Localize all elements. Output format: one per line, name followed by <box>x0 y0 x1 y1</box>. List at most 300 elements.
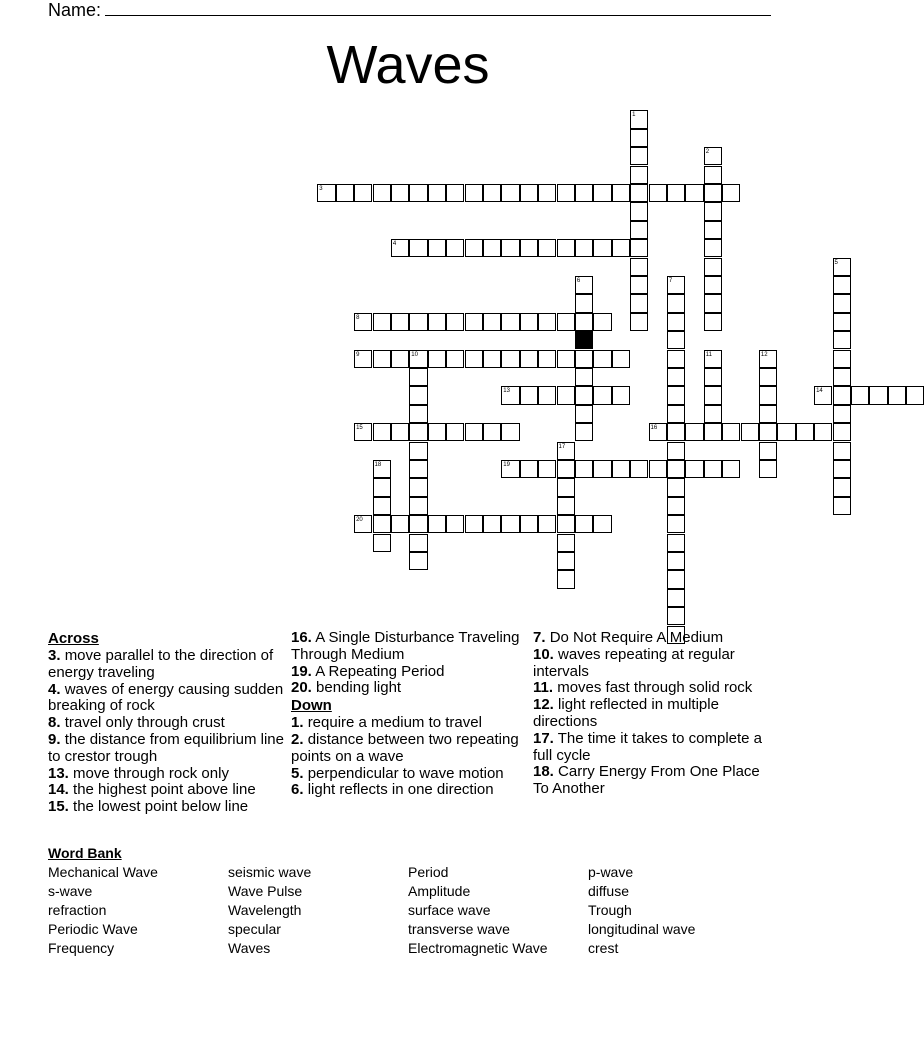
grid-cell[interactable] <box>483 184 501 202</box>
grid-cell[interactable] <box>520 184 538 202</box>
grid-cell[interactable] <box>557 239 575 257</box>
clue-item-number: 1. <box>291 714 304 732</box>
grid-cell[interactable] <box>888 386 906 404</box>
clue-item-text: Do Not Require A Medium <box>549 629 724 646</box>
grid-cell[interactable] <box>667 350 685 368</box>
grid-cell[interactable] <box>667 607 685 625</box>
grid-cell[interactable] <box>704 423 722 441</box>
grid-cell[interactable] <box>667 552 685 570</box>
grid-cell[interactable] <box>575 184 593 202</box>
clue-item-number: 2. <box>291 730 304 748</box>
grid-cell[interactable] <box>667 386 685 404</box>
grid-cell[interactable] <box>391 313 409 331</box>
grid-cell[interactable] <box>336 184 354 202</box>
grid-cell[interactable] <box>575 460 593 478</box>
clue-number: 4 <box>392 241 397 248</box>
grid-cell[interactable] <box>409 497 427 515</box>
word-bank-item: Amplitude <box>408 883 471 899</box>
grid-cell[interactable] <box>409 239 427 257</box>
grid-cell[interactable] <box>538 350 556 368</box>
grid-cell[interactable] <box>575 313 593 331</box>
grid-cell[interactable] <box>833 276 851 294</box>
grid-cell[interactable] <box>557 184 575 202</box>
grid-cell[interactable] <box>557 515 575 533</box>
clue-number: 7 <box>668 277 673 284</box>
word-bank-item: Wavelength <box>228 902 302 918</box>
grid-cell[interactable] <box>538 460 556 478</box>
clue-item-number: 12. <box>533 696 554 714</box>
grid-cell[interactable] <box>704 313 722 331</box>
grid-cell[interactable] <box>630 313 648 331</box>
word-bank-item: refraction <box>48 902 107 918</box>
grid-cell[interactable] <box>575 386 593 404</box>
clue-item <box>48 648 288 682</box>
grid-cell[interactable] <box>869 386 887 404</box>
name-label: Name: <box>48 0 102 20</box>
grid-cell[interactable] <box>373 515 391 533</box>
grid-cell[interactable] <box>667 368 685 386</box>
clue-item <box>533 764 773 798</box>
grid-cell[interactable] <box>391 184 409 202</box>
clue-item <box>291 782 523 799</box>
grid-cell[interactable] <box>465 423 483 441</box>
grid-cell[interactable] <box>667 515 685 533</box>
grid-cell[interactable] <box>667 442 685 460</box>
black-cell <box>575 331 593 349</box>
grid-cell[interactable] <box>373 184 391 202</box>
grid-cell[interactable] <box>373 313 391 331</box>
grid-cell[interactable] <box>667 478 685 496</box>
grid-cell[interactable] <box>520 386 538 404</box>
grid-cell[interactable] <box>538 313 556 331</box>
word-bank-item: crest <box>588 940 619 956</box>
clue-item-number: 8. <box>48 714 61 732</box>
grid-cell[interactable] <box>685 423 703 441</box>
clue-number: 1 <box>632 112 636 119</box>
grid-cell[interactable] <box>354 184 372 202</box>
grid-cell[interactable] <box>465 313 483 331</box>
grid-cell[interactable] <box>409 460 427 478</box>
grid-cell[interactable] <box>557 478 575 496</box>
clue-item-text: moves fast through solid rock <box>557 679 753 697</box>
grid-cell[interactable] <box>373 478 391 496</box>
grid-cell[interactable] <box>704 276 722 294</box>
clues-column-3 <box>533 630 773 798</box>
grid-cell[interactable] <box>593 313 611 331</box>
down-clues-list <box>291 715 523 799</box>
clues-column-2 <box>291 630 523 799</box>
grid-cell[interactable] <box>833 478 851 496</box>
grid-cell[interactable] <box>557 386 575 404</box>
grid-cell[interactable] <box>777 423 795 441</box>
grid-cell[interactable] <box>649 460 667 478</box>
grid-cell[interactable] <box>373 534 391 552</box>
grid-cell[interactable] <box>593 184 611 202</box>
clue-number: 5 <box>834 259 838 266</box>
clue-item-text: waves repeating at regular intervals <box>533 645 735 680</box>
grid-cell[interactable] <box>575 423 593 441</box>
grid-cell[interactable] <box>501 313 519 331</box>
clue-number: 17 <box>558 443 566 450</box>
clue-item-text: require a medium to travel <box>307 714 482 732</box>
clue-item <box>291 732 523 766</box>
down-clues-list-cont <box>533 630 773 798</box>
grid-cell[interactable] <box>575 239 593 257</box>
clue-item <box>291 766 523 783</box>
grid-cell[interactable] <box>557 313 575 331</box>
grid-cell[interactable] <box>428 184 446 202</box>
clue-number: 10 <box>411 351 418 358</box>
grid-cell[interactable] <box>630 184 648 202</box>
grid-cell[interactable] <box>593 386 611 404</box>
word-bank-item: Waves <box>228 940 271 956</box>
clue-number: 18 <box>374 461 382 468</box>
grid-cell[interactable] <box>612 460 630 478</box>
clue-item-number: 19. <box>291 662 312 680</box>
grid-cell[interactable] <box>373 350 391 368</box>
clue-item <box>291 630 523 664</box>
grid-cell[interactable] <box>538 386 556 404</box>
across-clues-list-cont <box>291 630 523 697</box>
grid-cell[interactable] <box>409 515 427 533</box>
grid-cell[interactable] <box>501 515 519 533</box>
clue-item-number: 18. <box>533 763 554 781</box>
grid-cell[interactable] <box>759 423 777 441</box>
grid-cell[interactable] <box>612 386 630 404</box>
grid-cell[interactable] <box>557 460 575 478</box>
grid-cell[interactable] <box>667 589 685 607</box>
grid-cell[interactable] <box>557 497 575 515</box>
grid-cell[interactable] <box>575 350 593 368</box>
grid-cell[interactable] <box>630 147 648 165</box>
grid-cell[interactable] <box>630 276 648 294</box>
grid-cell[interactable] <box>465 350 483 368</box>
grid-cell[interactable] <box>667 460 685 478</box>
grid-cell[interactable] <box>704 202 722 220</box>
grid-cell[interactable] <box>759 442 777 460</box>
clue-item-number: 10. <box>533 645 554 663</box>
grid-cell[interactable] <box>465 184 483 202</box>
word-bank-item: Wave Pulse <box>228 883 303 899</box>
grid-cell[interactable] <box>538 184 556 202</box>
clue-item <box>533 647 773 681</box>
grid-cell[interactable] <box>593 460 611 478</box>
clue-item <box>533 630 773 647</box>
clue-item <box>48 715 288 732</box>
grid-cell[interactable] <box>520 313 538 331</box>
clue-number: 2 <box>705 149 710 156</box>
grid-cell[interactable] <box>630 221 648 239</box>
grid-cell[interactable] <box>520 350 538 368</box>
grid-cell[interactable] <box>759 386 777 404</box>
grid-cell[interactable] <box>833 350 851 368</box>
clue-item-number: 15. <box>48 798 69 816</box>
grid-cell[interactable] <box>520 239 538 257</box>
grid-cell[interactable] <box>446 515 464 533</box>
word-bank-item: Mechanical Wave <box>48 864 158 880</box>
clue-number: 3 <box>319 185 323 192</box>
grid-cell[interactable] <box>409 478 427 496</box>
clue-item-text: move parallel to the direction of energy traveling <box>48 647 274 681</box>
word-bank-item: seismic wave <box>228 864 312 880</box>
clue-item-text: travel only through crust <box>64 714 225 732</box>
grid-cell[interactable] <box>704 221 722 239</box>
grid-cell[interactable] <box>630 460 648 478</box>
grid-cell[interactable] <box>667 497 685 515</box>
grid-cell[interactable] <box>630 166 648 184</box>
grid-cell[interactable] <box>557 350 575 368</box>
clue-number: 8 <box>356 314 360 321</box>
grid-cell[interactable] <box>446 184 464 202</box>
grid-cell[interactable] <box>667 570 685 588</box>
grid-cell[interactable] <box>465 515 483 533</box>
grid-cell[interactable] <box>446 313 464 331</box>
grid-cell[interactable] <box>428 313 446 331</box>
grid-cell[interactable] <box>409 386 427 404</box>
grid-cell[interactable] <box>557 552 575 570</box>
grid-cell[interactable] <box>409 313 427 331</box>
clue-number: 13 <box>503 388 510 395</box>
grid-cell[interactable] <box>704 258 722 276</box>
grid-cell[interactable] <box>593 515 611 533</box>
word-bank-title: Word Bank <box>48 845 122 861</box>
clue-item-number: 4. <box>48 680 61 698</box>
grid-cell[interactable] <box>409 552 427 570</box>
grid-cell[interactable] <box>833 460 851 478</box>
grid-cell[interactable] <box>722 184 740 202</box>
grid-cell[interactable] <box>409 405 427 423</box>
grid-cell[interactable] <box>391 350 409 368</box>
clue-item <box>48 782 288 799</box>
clue-item <box>533 731 773 765</box>
clue-item-number: 11. <box>533 679 554 697</box>
grid-cell[interactable] <box>851 386 869 404</box>
grid-cell[interactable] <box>649 184 667 202</box>
grid-cell[interactable] <box>557 534 575 552</box>
word-bank-item: Frequency <box>48 940 115 956</box>
grid-cell[interactable] <box>704 239 722 257</box>
grid-cell[interactable] <box>501 423 519 441</box>
grid-cell[interactable] <box>612 350 630 368</box>
grid-cell[interactable] <box>704 166 722 184</box>
clue-number: 16 <box>650 425 658 432</box>
grid-cell[interactable] <box>630 129 648 147</box>
grid-cell[interactable] <box>704 405 722 423</box>
grid-cell[interactable] <box>373 497 391 515</box>
grid-cell[interactable] <box>833 423 851 441</box>
grid-cell[interactable] <box>446 350 464 368</box>
grid-cell[interactable] <box>833 331 851 349</box>
grid-cell[interactable] <box>667 405 685 423</box>
grid-cell[interactable] <box>612 184 630 202</box>
clues-column-1 <box>48 630 288 816</box>
clue-item <box>533 680 773 697</box>
clue-item-number: 5. <box>291 764 304 782</box>
grid-cell[interactable] <box>483 239 501 257</box>
clue-number: 15 <box>356 425 363 432</box>
word-bank-item: transverse wave <box>408 921 510 937</box>
grid-cell[interactable] <box>483 313 501 331</box>
grid-cell[interactable] <box>465 239 483 257</box>
grid-cell[interactable] <box>667 294 685 312</box>
grid-cell[interactable] <box>704 460 722 478</box>
clue-item <box>48 732 288 766</box>
clue-item-text: A Single Disturbance Traveling Through Medium <box>291 629 520 663</box>
clue-item-text: A Repeating Period <box>315 662 445 680</box>
grid-cell[interactable] <box>833 405 851 423</box>
grid-cell[interactable] <box>575 405 593 423</box>
grid-cell[interactable] <box>759 405 777 423</box>
clue-item-text: bending light <box>316 679 402 697</box>
grid-cell[interactable] <box>630 239 648 257</box>
clue-item <box>291 680 523 697</box>
clue-item-text: distance between two repeating points on a wave <box>291 730 519 765</box>
grid-cell[interactable] <box>685 460 703 478</box>
grid-cell[interactable] <box>557 570 575 588</box>
page-title: Waves <box>326 35 490 95</box>
grid-cell[interactable] <box>446 239 464 257</box>
clue-item-number: 14. <box>48 781 69 799</box>
clue-number: 20 <box>356 517 363 524</box>
clue-number: 12 <box>760 351 768 358</box>
grid-cell[interactable] <box>575 294 593 312</box>
grid-cell[interactable] <box>612 239 630 257</box>
word-bank-item: Period <box>408 864 449 880</box>
grid-cell[interactable] <box>667 184 685 202</box>
word-bank-item: Trough <box>588 902 632 918</box>
grid-cell[interactable] <box>409 184 427 202</box>
clue-item-text: move through rock only <box>73 764 229 782</box>
grid-cell[interactable] <box>833 497 851 515</box>
clue-item <box>48 799 288 816</box>
clue-item <box>291 664 523 681</box>
grid-cell[interactable] <box>575 368 593 386</box>
clue-item-text: The time it takes to complete a full cycle <box>533 729 763 764</box>
grid-cell[interactable] <box>520 515 538 533</box>
clue-item <box>48 682 288 716</box>
clue-item <box>533 697 773 731</box>
clue-number: 11 <box>705 351 712 358</box>
clue-item <box>48 766 288 783</box>
grid-cell[interactable] <box>428 350 446 368</box>
grid-cell[interactable] <box>796 423 814 441</box>
grid-cell[interactable] <box>501 350 519 368</box>
grid-cell[interactable] <box>667 313 685 331</box>
word-bank-item: Electromagnetic Wave <box>408 940 548 956</box>
word-bank-item: s-wave <box>48 883 93 899</box>
clue-item <box>291 715 523 732</box>
word-bank-item: Periodic Wave <box>48 921 138 937</box>
grid-cell[interactable] <box>538 239 556 257</box>
grid-cell[interactable] <box>667 423 685 441</box>
grid-cell[interactable] <box>759 460 777 478</box>
clue-item-number: 16. <box>291 629 312 646</box>
down-heading: Down <box>291 697 332 715</box>
grid-cell[interactable] <box>630 258 648 276</box>
word-bank-item: surface wave <box>408 902 491 918</box>
grid-cell[interactable] <box>759 368 777 386</box>
grid-cell[interactable] <box>630 294 648 312</box>
grid-cell[interactable] <box>373 423 391 441</box>
clue-item-text: Carry Energy From One Place To Another <box>533 763 760 798</box>
grid-cell[interactable] <box>501 239 519 257</box>
grid-cell[interactable] <box>722 423 740 441</box>
grid-cell[interactable] <box>667 331 685 349</box>
grid-cell[interactable] <box>833 442 851 460</box>
grid-cell[interactable] <box>538 515 556 533</box>
grid-cell[interactable] <box>833 386 851 404</box>
clue-number: 6 <box>576 277 581 284</box>
grid-cell[interactable] <box>520 460 538 478</box>
grid-cell[interactable] <box>833 368 851 386</box>
grid-cell[interactable] <box>833 313 851 331</box>
grid-cell[interactable] <box>483 423 501 441</box>
clue-item-number: 7. <box>533 629 546 646</box>
grid-cell[interactable] <box>833 294 851 312</box>
clue-item-text: light reflects in one direction <box>307 781 494 799</box>
clue-item-number: 9. <box>48 730 61 748</box>
grid-cell[interactable] <box>814 423 832 441</box>
grid-cell[interactable] <box>428 515 446 533</box>
grid-cell[interactable] <box>593 239 611 257</box>
across-clues-list <box>48 648 288 816</box>
clue-item-number: 6. <box>291 781 304 799</box>
grid-cell[interactable] <box>391 423 409 441</box>
grid-cell[interactable] <box>667 534 685 552</box>
grid-cell[interactable] <box>906 386 924 404</box>
clue-item-number: 3. <box>48 647 61 664</box>
word-bank-item: longitudinal wave <box>588 921 696 937</box>
grid-cell[interactable] <box>391 515 409 533</box>
word-bank-item: diffuse <box>588 883 629 899</box>
grid-cell[interactable] <box>483 350 501 368</box>
clue-item-number: 17. <box>533 729 554 747</box>
grid-cell[interactable] <box>704 368 722 386</box>
grid-cell[interactable] <box>741 423 759 441</box>
grid-cell[interactable] <box>409 442 427 460</box>
grid-cell[interactable] <box>446 423 464 441</box>
across-heading: Across <box>48 630 99 647</box>
grid-cell[interactable] <box>428 239 446 257</box>
grid-cell[interactable] <box>428 423 446 441</box>
clue-item-number: 20. <box>291 679 312 697</box>
grid-cell[interactable] <box>704 294 722 312</box>
clue-item-text: perpendicular to wave motion <box>307 764 504 782</box>
grid-cell[interactable] <box>483 515 501 533</box>
clue-number: 9 <box>356 351 360 358</box>
grid-cell[interactable] <box>409 368 427 386</box>
grid-cell[interactable] <box>722 460 740 478</box>
grid-cell[interactable] <box>630 202 648 220</box>
grid-cell[interactable] <box>409 423 427 441</box>
word-bank-item: specular <box>228 921 281 937</box>
clue-number: 14 <box>816 388 823 395</box>
word-bank-item: p-wave <box>588 864 634 880</box>
grid-cell[interactable] <box>704 386 722 404</box>
clue-item-number: 13. <box>48 764 69 782</box>
grid-cell[interactable] <box>575 515 593 533</box>
grid-cell[interactable] <box>501 184 519 202</box>
grid-cell[interactable] <box>704 184 722 202</box>
grid-cell[interactable] <box>409 534 427 552</box>
clue-item-text: the lowest point below line <box>73 798 249 816</box>
clue-item-text: light reflected in multiple directions <box>533 696 719 730</box>
grid-cell[interactable] <box>685 184 703 202</box>
clue-number: 19 <box>503 461 510 468</box>
grid-cell[interactable] <box>593 350 611 368</box>
clue-item-text: the distance from equilibrium line to crestor trough <box>48 730 284 765</box>
clue-item-text: waves of energy causing sudden breaking of rock <box>48 680 284 715</box>
